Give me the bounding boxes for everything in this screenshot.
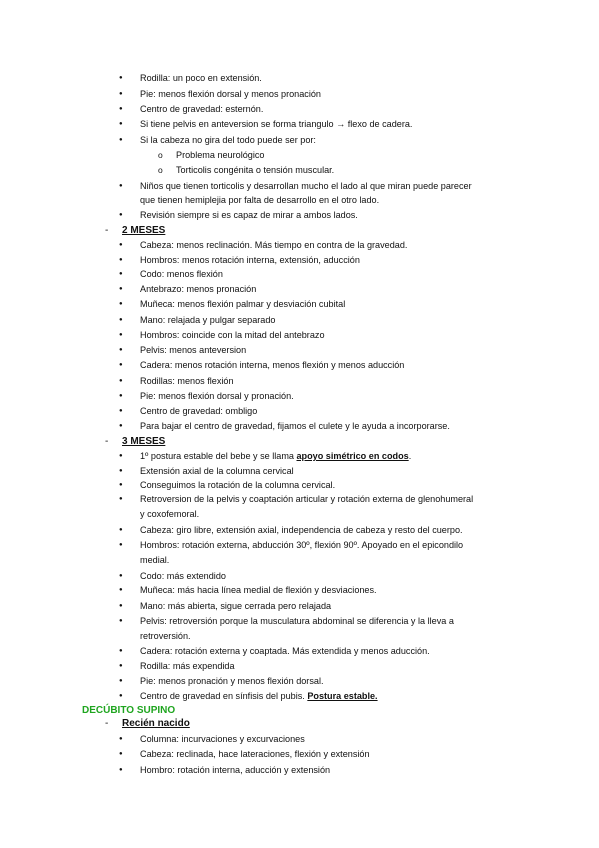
list-item: Columna: incurvaciones y excurvaciones	[140, 734, 305, 744]
bullet-icon: ●	[119, 678, 123, 684]
sub-bullet-icon: o	[158, 150, 163, 160]
dash-icon: -	[105, 718, 109, 729]
list-item: Muñeca: más hacia línea medial de flexión y desviaciones.	[140, 585, 377, 595]
list-item: Pie: menos pronación y menos flexión dorsal.	[140, 676, 324, 686]
bullet-icon: ●	[119, 587, 123, 593]
list-item: Pie: menos flexión dorsal y menos pronación	[140, 89, 321, 99]
dash-icon: -	[105, 225, 109, 236]
list-item: Pie: menos flexión dorsal y pronación.	[140, 391, 294, 401]
bullet-icon: ●	[119, 468, 123, 474]
list-item-continuation: y coxofemoral.	[140, 509, 200, 519]
list-item: Retroversion de la pelvis y coaptación articular y rotación externa de glenohumeral	[140, 494, 474, 504]
section-heading: 2 MESES	[122, 225, 166, 236]
bullet-icon: ●	[119, 183, 123, 189]
list-item: Cabeza: giro libre, extensión axial, independencia de cabeza y resto del cuerpo.	[140, 525, 463, 535]
list-item: Cabeza: menos reclinación. Más tiempo en contra de la gravedad.	[140, 240, 408, 250]
bullet-icon: ●	[119, 242, 123, 248]
bullet-icon: ●	[119, 693, 123, 699]
list-item: Hombros: coincide con la mitad del antebrazo	[140, 330, 325, 340]
emphasis-text: apoyo simétrico en codos	[296, 451, 409, 461]
list-item-continuation: medial.	[140, 555, 170, 565]
bullet-icon: ●	[119, 767, 123, 773]
dash-icon: -	[105, 436, 109, 447]
bullet-icon: ●	[119, 271, 123, 277]
bullet-icon: ●	[119, 137, 123, 143]
sub-bullet-icon: o	[158, 165, 163, 175]
bullet-icon: ●	[119, 332, 123, 338]
bullet-icon: ●	[119, 751, 123, 757]
list-item: Hombro: rotación interna, aducción y extensión	[140, 765, 331, 775]
list-item: Para bajar el centro de gravedad, fijamos el culete y le ayuda a incorporarse.	[140, 421, 450, 431]
sub-list-item: Problema neurológico	[176, 150, 265, 160]
section-heading: 3 MESES	[122, 436, 166, 447]
bullet-icon: ●	[119, 496, 123, 502]
list-item: Si la cabeza no gira del todo puede ser por:	[140, 135, 316, 145]
list-item: Centro de gravedad: esternón.	[140, 104, 264, 114]
list-item: Revisión siempre si es capaz de mirar a ambos lados.	[140, 210, 358, 220]
list-item: Codo: más extendido	[140, 571, 226, 581]
sub-list-item: Torticolis congénita o tensión muscular.	[176, 165, 335, 175]
list-item	[140, 450, 411, 463]
list-item: Rodilla: un poco en extensión.	[140, 73, 262, 83]
list-item-continuation: que tienen hemiplejia por falta de desarrollo en el otro lado.	[140, 195, 380, 205]
list-item: Mano: más abierta, sigue cerrada pero relajada	[140, 601, 332, 611]
bullet-icon: ●	[119, 286, 123, 292]
bullet-icon: ●	[119, 603, 123, 609]
list-item: Cabeza: reclinada, hace lateraciones, flexión y extensión	[140, 749, 370, 759]
list-item: Rodilla: más expendida	[140, 661, 235, 671]
bullet-icon: ●	[119, 482, 123, 488]
bullet-icon: ●	[119, 257, 123, 263]
bullet-icon: ●	[119, 91, 123, 97]
bullet-icon: ●	[119, 212, 123, 218]
bullet-icon: ●	[119, 663, 123, 669]
list-item: Mano: relajada y pulgar separado	[140, 315, 276, 325]
bullet-icon: ●	[119, 408, 123, 414]
emphasis-text: Postura estable.	[307, 691, 378, 701]
section-title: DECÚBITO SUPINO	[82, 705, 176, 716]
list-item	[140, 690, 378, 703]
bullet-icon: ●	[119, 347, 123, 353]
item-text: Centro de gravedad en sínfisis del pubis.	[140, 691, 308, 701]
list-item: Extensión axial de la columna cervical	[140, 466, 294, 476]
list-item: Codo: menos flexión	[140, 269, 223, 279]
bullet-icon: ●	[119, 301, 123, 307]
list-item: Pelvis: menos anteversion	[140, 345, 247, 355]
bullet-icon: ●	[119, 106, 123, 112]
bullet-icon: ●	[119, 618, 123, 624]
list-item: Hombros: menos rotación interna, extensión, aducción	[140, 255, 360, 265]
list-item: Pelvis: retroversión porque la musculatura abdominal se diferencia y la lleva a	[140, 616, 454, 626]
list-item: Hombros: rotación externa, abducción 30º, flexión 90º. Apoyado en el epicondilo	[140, 540, 464, 550]
bullet-icon: ●	[119, 121, 123, 127]
list-item: Rodillas: menos flexión	[140, 376, 234, 386]
item-text-end: .	[408, 451, 412, 461]
list-item: Centro de gravedad: ombligo	[140, 406, 258, 416]
section-heading: Recién nacido	[122, 718, 190, 729]
list-item: Antebrazo: menos pronación	[140, 284, 257, 294]
list-item: Cadera: rotación externa y coaptada. Más extendida y menos aducción.	[140, 646, 430, 656]
bullet-icon: ●	[119, 423, 123, 429]
list-item: Muñeca: menos flexión palmar y desviación cubital	[140, 299, 346, 309]
bullet-icon: ●	[119, 378, 123, 384]
list-item-continuation: retroversión.	[140, 631, 191, 641]
bullet-icon: ●	[119, 648, 123, 654]
bullet-icon: ●	[119, 453, 123, 459]
bullet-icon: ●	[119, 75, 123, 81]
bullet-icon: ●	[119, 527, 123, 533]
bullet-icon: ●	[119, 393, 123, 399]
bullet-icon: ●	[119, 362, 123, 368]
bullet-icon: ●	[119, 736, 123, 742]
item-text: 1º postura estable del bebe y se llama	[140, 451, 297, 461]
bullet-icon: ●	[119, 573, 123, 579]
list-item: Si tiene pelvis en anteversion se forma triangulo → flexo de cadera.	[140, 119, 413, 129]
list-item: Niños que tienen torticolis y desarrollan mucho el lado al que miran puede parecer	[140, 181, 472, 191]
list-item: Cadera: menos rotación interna, menos flexión y menos aducción	[140, 360, 405, 370]
bullet-icon: ●	[119, 317, 123, 323]
bullet-icon: ●	[119, 542, 123, 548]
list-item: Conseguimos la rotación de la columna cervical.	[140, 480, 336, 490]
